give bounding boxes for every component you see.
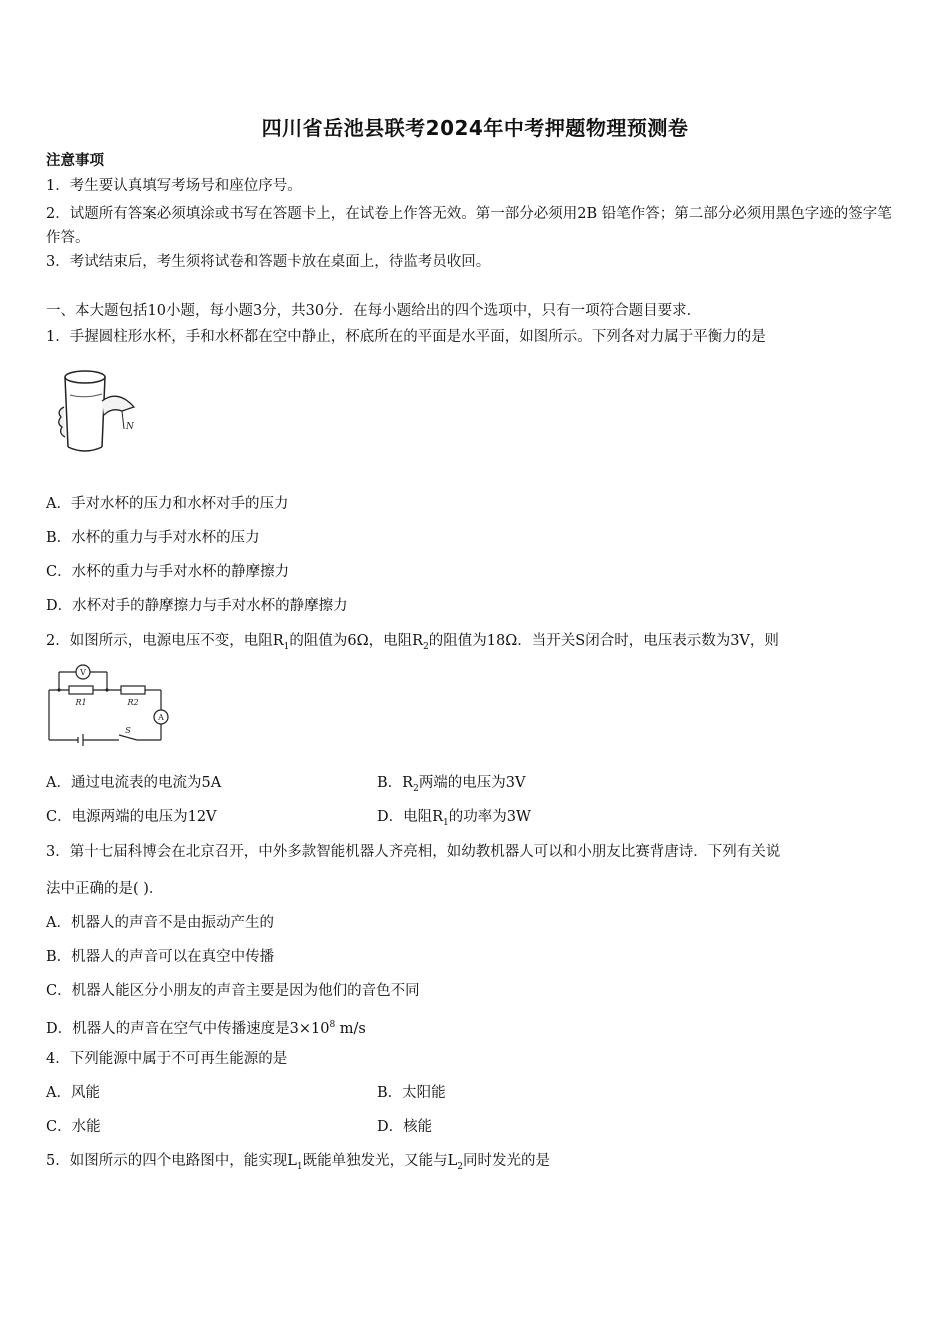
question-1-option-a: A．手对水杯的压力和水杯对手的压力 — [46, 496, 289, 512]
figure-label-n: N — [126, 422, 134, 432]
r1-label: R1 — [75, 698, 87, 707]
cup-in-hand-figure — [52, 367, 142, 457]
question-4-option-a: A．风能 — [46, 1085, 100, 1101]
question-3-option-c: C．机器人能区分小朋友的声音主要是因为他们的音色不同 — [46, 983, 420, 999]
question-2-option-b: B．$R_2$两端的电压为3V — [377, 775, 526, 794]
question-4-stem: 4．下列能源中属于不可再生能源的是 — [46, 1051, 288, 1067]
circuit-diagram-q2 — [45, 660, 175, 748]
question-2-option-c: C．电源两端的电压为12V — [46, 809, 217, 825]
question-3-option-d: D．机器人的声音在空气中传播速度是$3\times 10^8$ m/s — [46, 1020, 366, 1037]
question-2-option-a: A．通过电流表的电流为5A — [46, 775, 222, 791]
question-3-option-a: A．机器人的声音不是由振动产生的 — [46, 915, 274, 931]
notice-item: 3．考试结束后，考生须将试卷和答题卡放在桌面上，待监考员收回。 — [46, 254, 491, 270]
question-5-stem: 5．如图所示的四个电路图中，能实现$L_1$既能单独发光，又能与$L_2$同时发光的是 — [46, 1153, 550, 1172]
question-1-option-d: D．水杯对手的静摩擦力与手对水杯的静摩擦力 — [46, 598, 348, 614]
question-3-option-b: B．机器人的声音可以在真空中传播 — [46, 949, 275, 965]
switch-label: S — [125, 726, 131, 735]
question-3-stem: 3．第十七届科博会在北京召开，中外多款智能机器人齐亮相，如幼教机器人可以和小朋友比赛背唐诗．下列有关说 — [46, 844, 781, 860]
question-2-stem: 2．如图所示，电源电压不变，电阻$R_1$的阻值为6Ω，电阻$R_2$的阻值为18Ω．当开关S闭合时，电压表示数为3V，则 — [46, 633, 779, 652]
r2-label: R2 — [127, 698, 139, 707]
question-2-option-d: D．电阻$R_1$的功率为3W — [377, 809, 531, 828]
question-4-option-b: B．太阳能 — [377, 1085, 446, 1101]
question-3-stem-cont: 法中正确的是( )． — [46, 881, 164, 897]
section-heading: 一、本大题包括10小题，每小题3分，共30分．在每小题给出的四个选项中，只有一项符合题目要求． — [46, 303, 702, 319]
notice-item: 2．试题所有答案必须填涂或书写在答题卡上，在试卷上作答无效。第一部分必须用2B 铅笔作答；第二部分必须用黑色字迹的签字笔作答。 — [46, 206, 892, 246]
page-title: 四川省岳池县联考2024年中考押题物理预测卷 — [261, 116, 689, 140]
notice-heading: 注意事项 — [46, 152, 104, 169]
voltmeter-label: V — [80, 668, 86, 677]
question-4-option-c: C．水能 — [46, 1119, 101, 1135]
question-4-option-d: D．核能 — [377, 1119, 433, 1135]
notice-item: 1．考生要认真填写考场号和座位序号。 — [46, 178, 302, 194]
question-1-stem: 1．手握圆柱形水杯，手和水杯都在空中静止，杯底所在的平面是水平面，如图所示。下列各对力属于平衡力的是 — [46, 329, 766, 345]
ammeter-label: A — [158, 713, 164, 722]
question-1-option-c: C．水杯的重力与手对水杯的静摩擦力 — [46, 564, 290, 580]
question-1-option-b: B．水杯的重力与手对水杯的压力 — [46, 530, 260, 546]
